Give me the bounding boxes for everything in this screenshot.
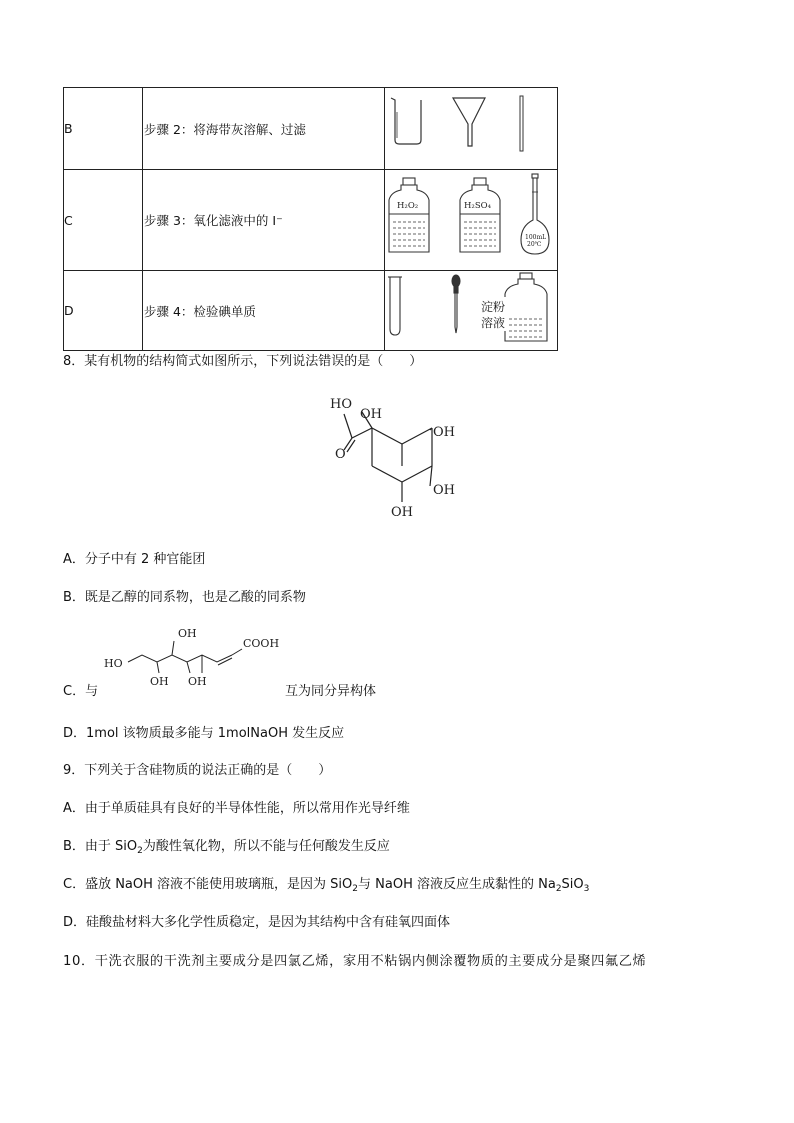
reagent-bottle-icon — [505, 273, 547, 341]
starch-label-1: 淀粉 — [481, 300, 506, 314]
oh-label: OH — [433, 483, 455, 498]
oh-label: OH — [150, 675, 169, 687]
h2so4-label: H₂SO₄ — [464, 201, 492, 211]
beaker-icon — [391, 98, 421, 144]
oh-label: OH — [433, 425, 455, 440]
oh-label: OH — [188, 675, 207, 687]
row-label: C — [64, 170, 143, 271]
row-label: D — [64, 271, 143, 351]
row-step: 步骤 2：将海带灰溶解、过滤 — [143, 88, 385, 170]
q8-option-d: D．1mol 该物质最多能与 1molNaOH 发生反应 — [63, 726, 345, 741]
q8-structure-figure — [330, 390, 470, 525]
experiment-table — [63, 87, 558, 351]
oh-label: OH — [360, 407, 382, 422]
dropper-icon — [452, 275, 460, 333]
ho-label: HO — [104, 657, 123, 670]
q8-option-b: B．既是乙醇的同系物，也是乙酸的同系物 — [63, 590, 306, 605]
q9-option-d: D．硅酸盐材料大多化学性质稳定，是因为其结构中含有硅氧四面体 — [63, 915, 451, 930]
q8-option-c-suffix: 互为同分异构体 — [285, 684, 377, 699]
q8-stem: 8．某有机物的结构简式如图所示，下列说法错误的是（ ） — [63, 354, 423, 369]
starch-label-2: 溶液 — [481, 316, 506, 330]
glass-rod-icon — [520, 96, 523, 151]
oxidation-apparatus-figure — [385, 170, 557, 267]
reagent-bottle-icon — [460, 178, 500, 252]
cooh-label: COOH — [243, 637, 280, 650]
q8-option-a: A．分子中有 2 种官能团 — [63, 552, 206, 567]
row-step: 步骤 4：检验碘单质 — [143, 271, 385, 351]
oh-label: OH — [391, 505, 413, 520]
table-row — [64, 271, 558, 351]
q9-stem: 9．下列关于含硅物质的说法正确的是（ ） — [63, 763, 332, 778]
apparatus-cell — [385, 170, 558, 271]
q8-option-c-prefix: C．与 — [63, 684, 99, 699]
funnel-icon — [453, 98, 485, 146]
oh-label: OH — [178, 627, 197, 640]
iodine-test-apparatus-figure — [385, 271, 557, 347]
flask-temp-label: 20℃ — [527, 241, 542, 248]
apparatus-cell — [385, 88, 558, 170]
flask-volume-label: 100mL — [525, 234, 547, 241]
ho-label: HO — [330, 397, 352, 412]
row-label: B — [64, 88, 143, 170]
q8-option-c-structure — [102, 625, 282, 687]
apparatus-cell — [385, 271, 558, 351]
h2o2-label: H₂O₂ — [397, 201, 419, 211]
filtration-apparatus-figure — [385, 88, 557, 166]
carbonyl-o-label: O — [335, 447, 346, 462]
reagent-bottle-icon — [389, 178, 429, 252]
q9-option-a: A．由于单质硅具有良好的半导体性能，所以常用作光导纤维 — [63, 801, 410, 816]
row-step: 步骤 3：氧化滤液中的 I⁻ — [143, 170, 385, 271]
q9-option-c: C．盛放 NaOH 溶液不能使用玻璃瓶，是因为 SiO$_2$与 NaOH 溶液反应生成黏性的 $Na_2SiO_3$ — [63, 877, 590, 894]
table-row — [64, 88, 558, 170]
q10-stem: 10．干洗衣服的干洗剂主要成分是四氯乙烯，家用不粘锅内侧涂覆物质的主要成分是聚四氟乙烯 — [63, 954, 647, 969]
table-row — [64, 170, 558, 271]
q9-option-b: B．由于 SiO$_2$为酸性氧化物，所以不能与任何酸发生反应 — [63, 839, 390, 856]
test-tube-icon — [388, 277, 402, 335]
